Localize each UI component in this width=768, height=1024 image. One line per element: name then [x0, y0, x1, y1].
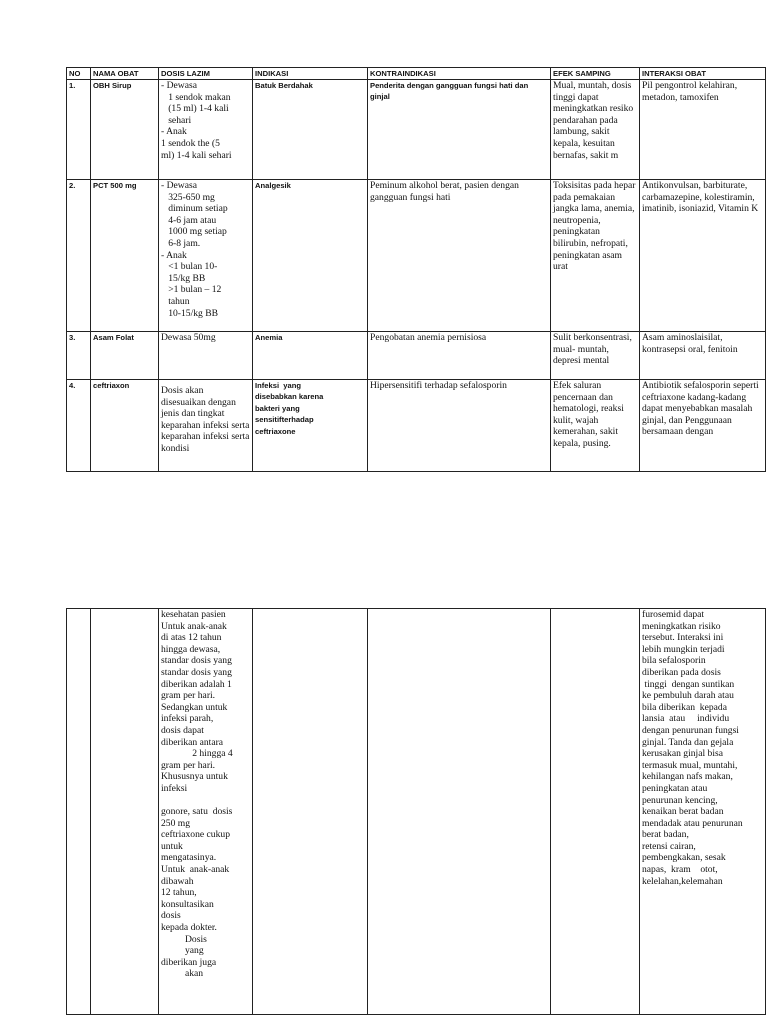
header-interaksi-obat: INTERAKSI OBAT [640, 68, 766, 80]
drug-table-page-1 [66, 67, 766, 472]
table-row [67, 180, 766, 332]
header-indikasi: INDIKASI [253, 68, 368, 80]
side-effects: Mual, muntah, dosis tinggi dapat meningkatkan resiko pendarahan pada lambung, sakit kepala, kesuitan bernafas, sakit m [551, 80, 640, 180]
row-no-continued [67, 609, 91, 1015]
header-nama-obat: NAMA OBAT [91, 68, 159, 80]
dosage-continued: kesehatan pasien Untuk anak-anak di atas 12 tahun hingga dewasa, standar dosis yang standar dosis yang diberikan adalah 1 gram per hari. Sedangkan untuk infeksi parah, dosis dapat diberikan antara 2 hingga 4 gram per hari. Khususnya untuk infeksi gonore, satu dosis 250 mg ceftriaxone cukup untuk mengatasinya. Untuk anak-anak dibawah 12 tahun, konsultasikan dosis kepada dokter. Dosis yang diberikan juga akan [159, 609, 253, 1015]
header-efek-samping: EFEK SAMPING [551, 68, 640, 80]
header-dosis-lazim: DOSIS LAZIM [159, 68, 253, 80]
dosage: - Dewasa 1 sendok makan (15 ml) 1-4 kali sehari - Anak 1 sendok the (5 ml) 1-4 kali sehari [159, 80, 253, 180]
indication-continued [253, 609, 368, 1015]
side-effects: Sulit berkonsentrasi, mual- muntah, depresi mental [551, 332, 640, 380]
drug-interactions: Asam aminoslaisilat, kontrasepsi oral, fenitoin [640, 332, 766, 380]
header-kontraindikasi: KONTRAINDIKASI [368, 68, 551, 80]
drug-name: ceftriaxon [91, 380, 159, 472]
contraindication: Peminum alkohol berat, pasien dengan gangguan fungsi hati [368, 180, 551, 332]
dosage: Dosis akan disesuaikan dengan jenis dan tingkat keparahan infeksi serta keparahan infeksi serta kondisi [159, 380, 253, 472]
dosage: Dewasa 50mg [159, 332, 253, 380]
drug-name: OBH Sirup [91, 80, 159, 180]
header-no: NO [67, 68, 91, 80]
table-row [67, 80, 766, 180]
row-no: 1. [67, 80, 91, 180]
row-no: 2. [67, 180, 91, 332]
contraindication: Penderita dengan gangguan fungsi hati dan ginjal [368, 80, 551, 180]
drug-name: Asam Folat [91, 332, 159, 380]
contraindication: Pengobatan anemia pernisiosa [368, 332, 551, 380]
row-no: 3. [67, 332, 91, 380]
indication: Infeksi yang disebabkan karena bakteri yang sensitifterhadap ceftriaxone [253, 380, 368, 472]
side-effects: Toksisitas pada hepar pada pemakaian jangka lama, anemia, neutropenia, peningkatan bilirubin, nefropati, peningkatan asam urat [551, 180, 640, 332]
drug-table-page-2 [66, 608, 766, 1015]
drug-interactions-continued: furosemid dapat meningkatkan risiko tersebut. Interaksi ini lebih mungkin terjadi bila sefalosporin diberikan pada dosis tinggi dengan suntikan ke pembuluh darah atau bila diberikan kepada lansia atau individu dengan penurunan fungsi ginjal. Tanda dan gejala kerusakan ginjal bisa termasuk mual, muntahi, kehilangan nafs makan, peningkatan atau penurunan kencing, kenaikan berat badan mendadak atau penurunan berat badan, retensi cairan, pembengkakan, sesak napas, kram otot, kelelahan,kelemahan [640, 609, 766, 1015]
contraindication: Hipersensitifi terhadap sefalosporin [368, 380, 551, 472]
drug-interactions: Pil pengontrol kelahiran, metadon, tamoxifen [640, 80, 766, 180]
row-no: 4. [67, 380, 91, 472]
drug-interactions: Antibiotik sefalosporin seperti ceftriaxone kadang-kadang dapat menyebabkan masalah ginjal, dan Penggunaan bersamaan dengan [640, 380, 766, 472]
indication: Analgesik [253, 180, 368, 332]
dosage: - Dewasa 325-650 mg diminum setiap 4-6 jam atau 1000 mg setiap 6-8 jam. - Anak <1 bulan 10- 15/kg BB >1 bulan – 12 tahun 10-15/kg BB [159, 180, 253, 332]
side-effects-continued [551, 609, 640, 1015]
header-row [67, 68, 766, 80]
side-effects: Efek saluran pencernaan dan hematologi, reaksi kulit, wajah kemerahan, sakit kepala, pusing. [551, 380, 640, 472]
drug-name: PCT 500 mg [91, 180, 159, 332]
drug-interactions: Antikonvulsan, barbiturate, carbamazepine, kolestiramin, imatinib, isoniazid, Vitamin K [640, 180, 766, 332]
contraindication-continued [368, 609, 551, 1015]
drug-name-continued [91, 609, 159, 1015]
table-row [67, 332, 766, 380]
table-row [67, 609, 766, 1015]
indication: Anemia [253, 332, 368, 380]
indication: Batuk Berdahak [253, 80, 368, 180]
table-row [67, 380, 766, 472]
